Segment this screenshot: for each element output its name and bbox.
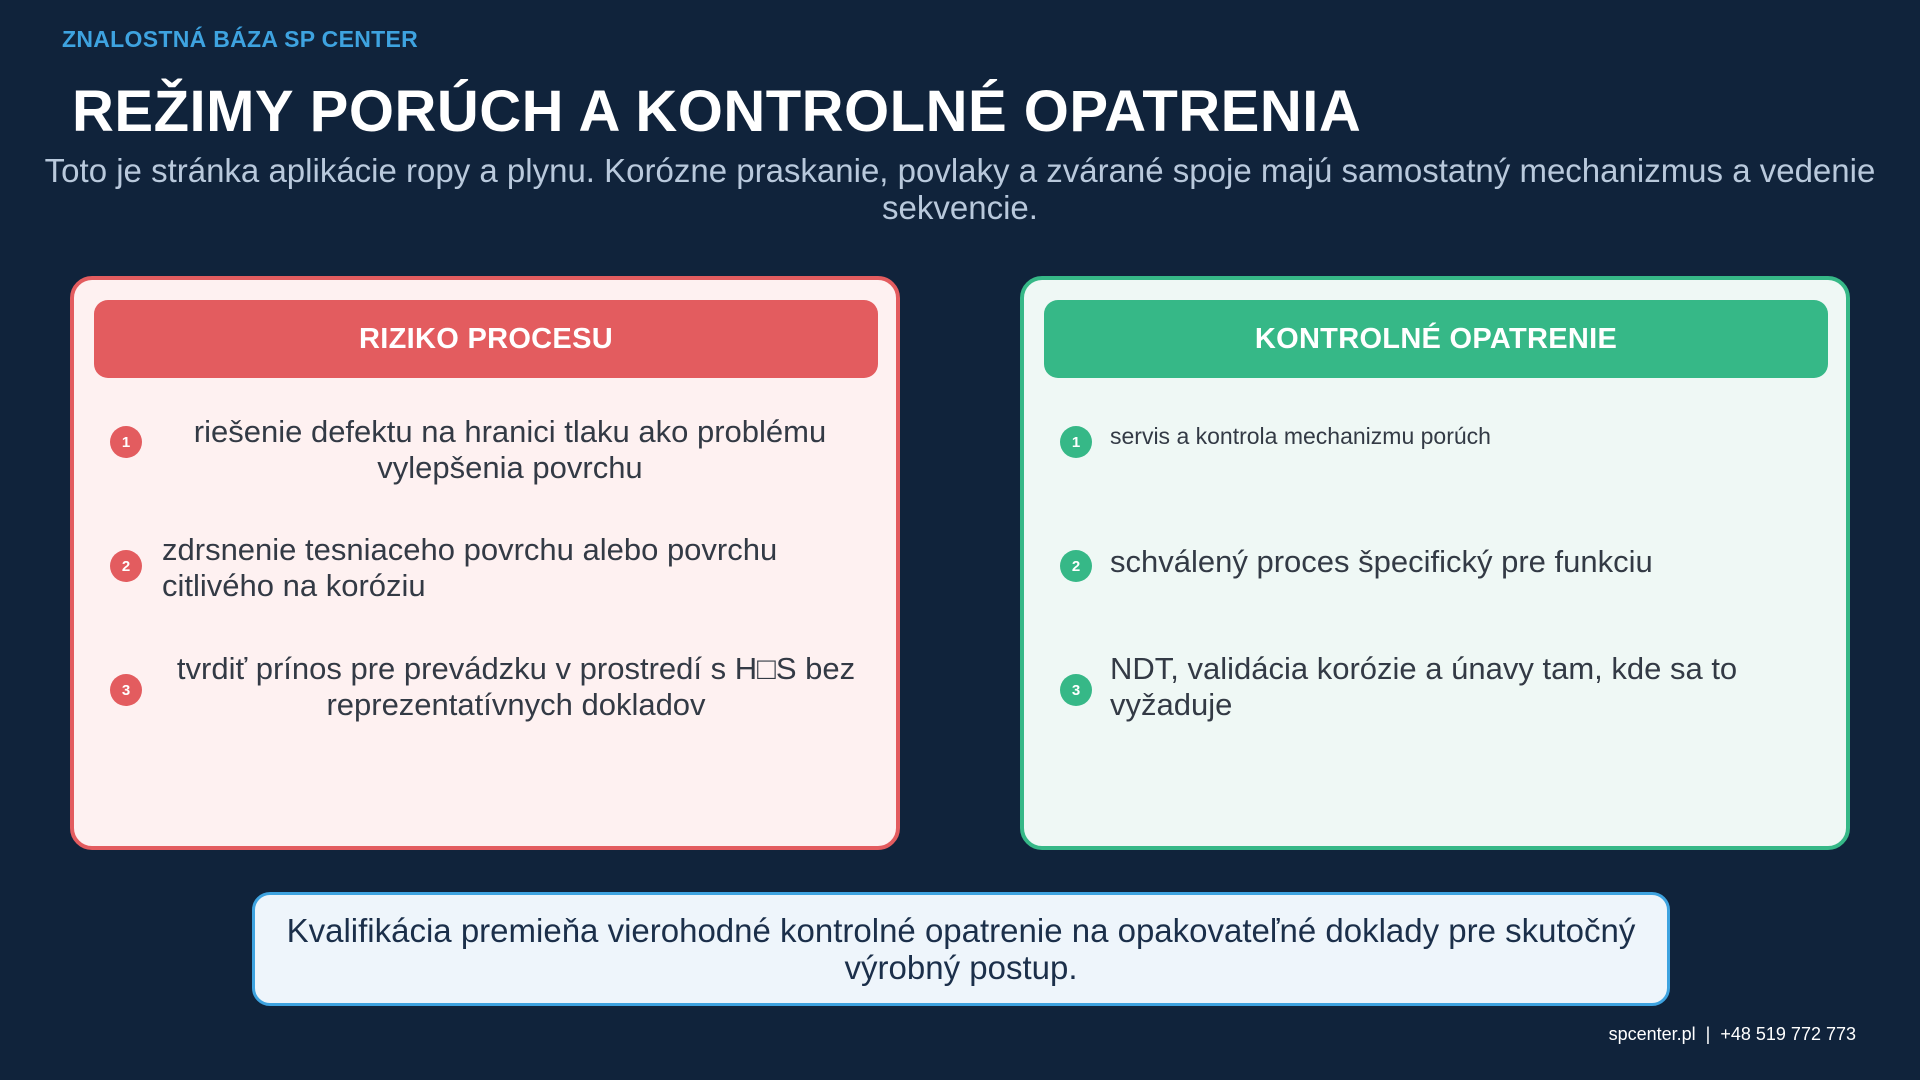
- contact-info: spcenter.pl | +48 519 772 773: [1608, 1024, 1856, 1044]
- brand-kicker: ZNALOSTNÁ BÁZA SP CENTER: [62, 26, 419, 52]
- summary-callout: [252, 892, 1670, 1006]
- control-item-text: schválený proces špecifický pre funkciu: [1110, 544, 1653, 579]
- risk-panel-heading: RIZIKO PROCESU: [94, 300, 878, 378]
- page-subtitle: Toto je stránka aplikácie ropy a plynu. Korózne praskanie, povlaky a zvárané spoje majú samostatný mechanizmus a vedenie sekvencie.: [44, 152, 1876, 226]
- control-panel: [1020, 276, 1850, 850]
- control-panel-heading: KONTROLNÉ OPATRENIE: [1044, 300, 1828, 378]
- summary-text: Kvalifikácia premieňa vierohodné kontrolné opatrenie na opakovateľné doklady pre skutočný výrobný postup.: [286, 912, 1636, 986]
- risk-item-text: zdrsnenie tesniaceho povrchu alebo povrchu citlivého na koróziu: [162, 532, 778, 603]
- risk-panel: [70, 276, 900, 850]
- control-item-text: servis a kontrola mechanizmu porúch: [1110, 423, 1491, 449]
- risk-item-text: riešenie defektu na hranici tlaku ako problému vylepšenia povrchu: [193, 414, 827, 485]
- control-item-number: 2: [1060, 550, 1092, 582]
- control-item-text: NDT, validácia korózie a únavy tam, kde sa to vyžaduje: [1110, 651, 1738, 722]
- page-title: REŽIMY PORÚCH A KONTROLNÉ OPATRENIA: [72, 79, 1362, 144]
- control-item-number: 1: [1060, 426, 1092, 458]
- control-item-number: 3: [1060, 674, 1092, 706]
- risk-item-number: 2: [110, 550, 142, 582]
- risk-item-number: 1: [110, 426, 142, 458]
- risk-item-text: tvrdiť prínos pre prevádzku v prostredí s H□S bez reprezentatívnych dokladov: [176, 651, 856, 722]
- risk-item-number: 3: [110, 674, 142, 706]
